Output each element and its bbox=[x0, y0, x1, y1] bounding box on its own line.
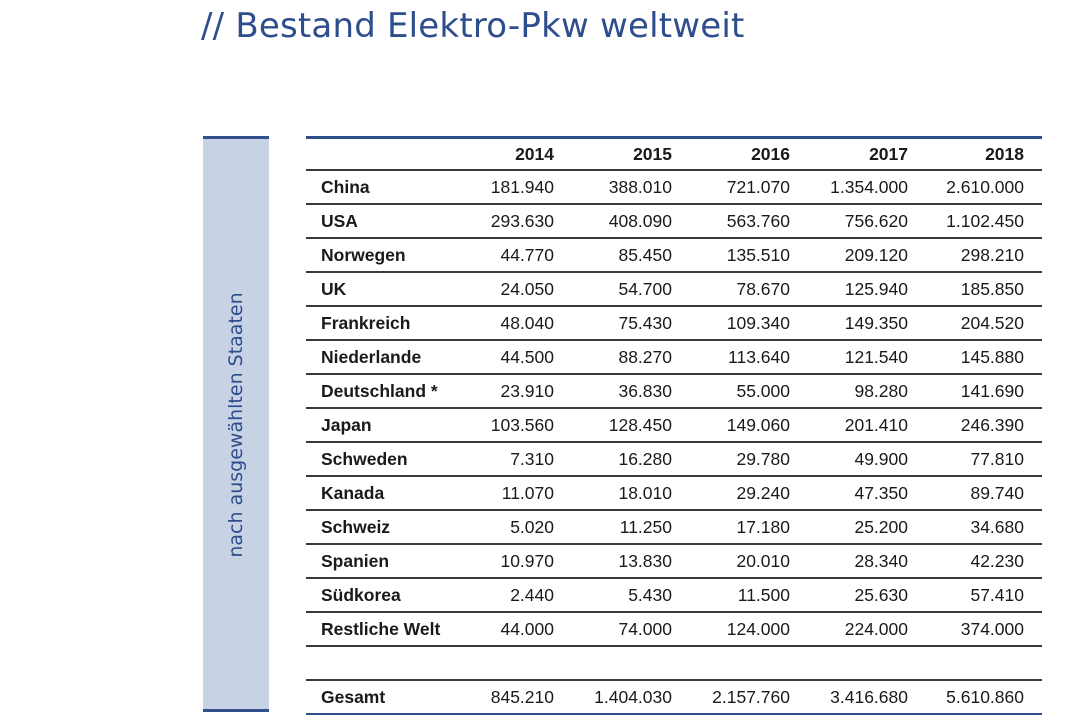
table-cell: 11.250 bbox=[619, 516, 672, 537]
table-cell: 374.000 bbox=[960, 618, 1024, 639]
table-cell: 145.880 bbox=[960, 346, 1024, 367]
total-value: 2.157.760 bbox=[712, 686, 790, 707]
total-value: 1.404.030 bbox=[594, 686, 672, 707]
table-cell: 181.940 bbox=[490, 176, 554, 197]
table-cell: 47.350 bbox=[854, 482, 908, 503]
table-cell: 109.340 bbox=[726, 312, 790, 333]
table-cell: 1.102.450 bbox=[946, 210, 1024, 231]
table-cell: 293.630 bbox=[490, 210, 554, 231]
table-row bbox=[306, 477, 1042, 511]
table-cell: 5.020 bbox=[510, 516, 554, 537]
table-cell: 55.000 bbox=[736, 380, 790, 401]
country-name: China bbox=[321, 176, 370, 197]
table-row bbox=[306, 443, 1042, 477]
table-row bbox=[306, 613, 1042, 647]
country-name: Südkorea bbox=[321, 584, 401, 605]
table-header-row bbox=[306, 139, 1042, 171]
table-cell: 98.280 bbox=[854, 380, 908, 401]
table-cell: 18.010 bbox=[618, 482, 672, 503]
table-cell: 44.770 bbox=[500, 244, 554, 265]
table-cell: 721.070 bbox=[726, 176, 790, 197]
table-cell: 408.090 bbox=[608, 210, 672, 231]
table-cell: 28.340 bbox=[854, 550, 908, 571]
table-cell: 201.410 bbox=[844, 414, 908, 435]
table-cell: 7.310 bbox=[510, 448, 554, 469]
table-cell: 89.740 bbox=[970, 482, 1024, 503]
table-cell: 209.120 bbox=[844, 244, 908, 265]
table-cell: 2.610.000 bbox=[946, 176, 1024, 197]
table-row bbox=[306, 545, 1042, 579]
table-cell: 11.070 bbox=[501, 482, 554, 503]
table-cell: 20.010 bbox=[736, 550, 790, 571]
header-year: 2015 bbox=[633, 143, 672, 164]
header-year: 2018 bbox=[985, 143, 1024, 164]
table-cell: 204.520 bbox=[960, 312, 1024, 333]
table-cell: 128.450 bbox=[608, 414, 672, 435]
header-year: 2014 bbox=[515, 143, 554, 164]
table-cell: 121.540 bbox=[844, 346, 908, 367]
table-row bbox=[306, 307, 1042, 341]
table-cell: 88.270 bbox=[618, 346, 672, 367]
table-cell: 17.180 bbox=[736, 516, 790, 537]
table-row bbox=[306, 579, 1042, 613]
table-cell: 103.560 bbox=[490, 414, 554, 435]
table-row bbox=[306, 205, 1042, 239]
table-cell: 77.810 bbox=[970, 448, 1024, 469]
country-name: Spanien bbox=[321, 550, 390, 571]
table-row bbox=[306, 375, 1042, 409]
country-name: Schweiz bbox=[321, 516, 391, 537]
country-name: Schweden bbox=[321, 448, 408, 469]
table-total-row bbox=[306, 681, 1042, 715]
table-cell: 10.970 bbox=[500, 550, 554, 571]
table-row bbox=[306, 409, 1042, 443]
table-row bbox=[306, 511, 1042, 545]
table-cell: 13.830 bbox=[618, 550, 672, 571]
header-year: 2017 bbox=[869, 143, 908, 164]
country-name: UK bbox=[321, 278, 347, 299]
table-row bbox=[306, 171, 1042, 205]
total-label: Gesamt bbox=[321, 686, 386, 707]
country-name: USA bbox=[321, 210, 358, 231]
table-cell: 44.500 bbox=[500, 346, 554, 367]
side-label: nach ausgewählten Staaten bbox=[225, 292, 247, 558]
table-cell: 25.630 bbox=[854, 584, 908, 605]
country-name: Niederlande bbox=[321, 346, 422, 367]
country-name: Japan bbox=[321, 414, 372, 435]
country-name: Deutschland * bbox=[321, 380, 438, 401]
table-cell: 34.680 bbox=[970, 516, 1024, 537]
table-cell: 246.390 bbox=[960, 414, 1024, 435]
table-cell: 113.640 bbox=[728, 346, 790, 367]
table-cell: 57.410 bbox=[970, 584, 1024, 605]
table-cell: 54.700 bbox=[618, 278, 672, 299]
table-cell: 75.430 bbox=[618, 312, 672, 333]
table-cell: 29.240 bbox=[736, 482, 790, 503]
table-cell: 185.850 bbox=[960, 278, 1024, 299]
table-cell: 29.780 bbox=[736, 448, 790, 469]
table-cell: 298.210 bbox=[960, 244, 1024, 265]
table-cell: 141.690 bbox=[960, 380, 1024, 401]
table-cell: 2.440 bbox=[510, 584, 554, 605]
country-name: Restliche Welt bbox=[321, 618, 441, 639]
table-body bbox=[306, 171, 1042, 647]
table-cell: 756.620 bbox=[844, 210, 908, 231]
table-spacer-row bbox=[306, 647, 1042, 681]
table-cell: 78.670 bbox=[736, 278, 790, 299]
table-cell: 149.060 bbox=[726, 414, 790, 435]
table-cell: 74.000 bbox=[618, 618, 672, 639]
table-cell: 36.830 bbox=[618, 380, 672, 401]
table-cell: 135.510 bbox=[726, 244, 790, 265]
table-cell: 85.450 bbox=[618, 244, 672, 265]
table-cell: 124.000 bbox=[726, 618, 790, 639]
table-cell: 125.940 bbox=[844, 278, 908, 299]
country-name: Kanada bbox=[321, 482, 385, 503]
table-cell: 24.050 bbox=[500, 278, 554, 299]
table-cell: 5.430 bbox=[628, 584, 672, 605]
header-year: 2016 bbox=[751, 143, 790, 164]
table-cell: 49.900 bbox=[854, 448, 908, 469]
table-cell: 224.000 bbox=[844, 618, 908, 639]
total-value: 3.416.680 bbox=[830, 686, 908, 707]
table-row bbox=[306, 273, 1042, 307]
table-cell: 11.500 bbox=[737, 584, 790, 605]
data-table bbox=[306, 136, 1042, 715]
table-cell: 48.040 bbox=[500, 312, 554, 333]
table-cell: 388.010 bbox=[608, 176, 672, 197]
table-cell: 563.760 bbox=[726, 210, 790, 231]
table-cell: 149.350 bbox=[844, 312, 908, 333]
table-cell: 1.354.000 bbox=[830, 176, 908, 197]
table-cell: 16.280 bbox=[618, 448, 672, 469]
country-name: Norwegen bbox=[321, 244, 406, 265]
total-value: 5.610.860 bbox=[946, 686, 1024, 707]
table-cell: 42.230 bbox=[970, 550, 1024, 571]
country-name: Frankreich bbox=[321, 312, 411, 333]
page-title: // Bestand Elektro-Pkw weltweit bbox=[201, 6, 745, 46]
table-cell: 23.910 bbox=[500, 380, 554, 401]
table-cell: 25.200 bbox=[854, 516, 908, 537]
table-cell: 44.000 bbox=[500, 618, 554, 639]
table-row bbox=[306, 341, 1042, 375]
total-value: 845.210 bbox=[490, 686, 554, 707]
table-row bbox=[306, 239, 1042, 273]
